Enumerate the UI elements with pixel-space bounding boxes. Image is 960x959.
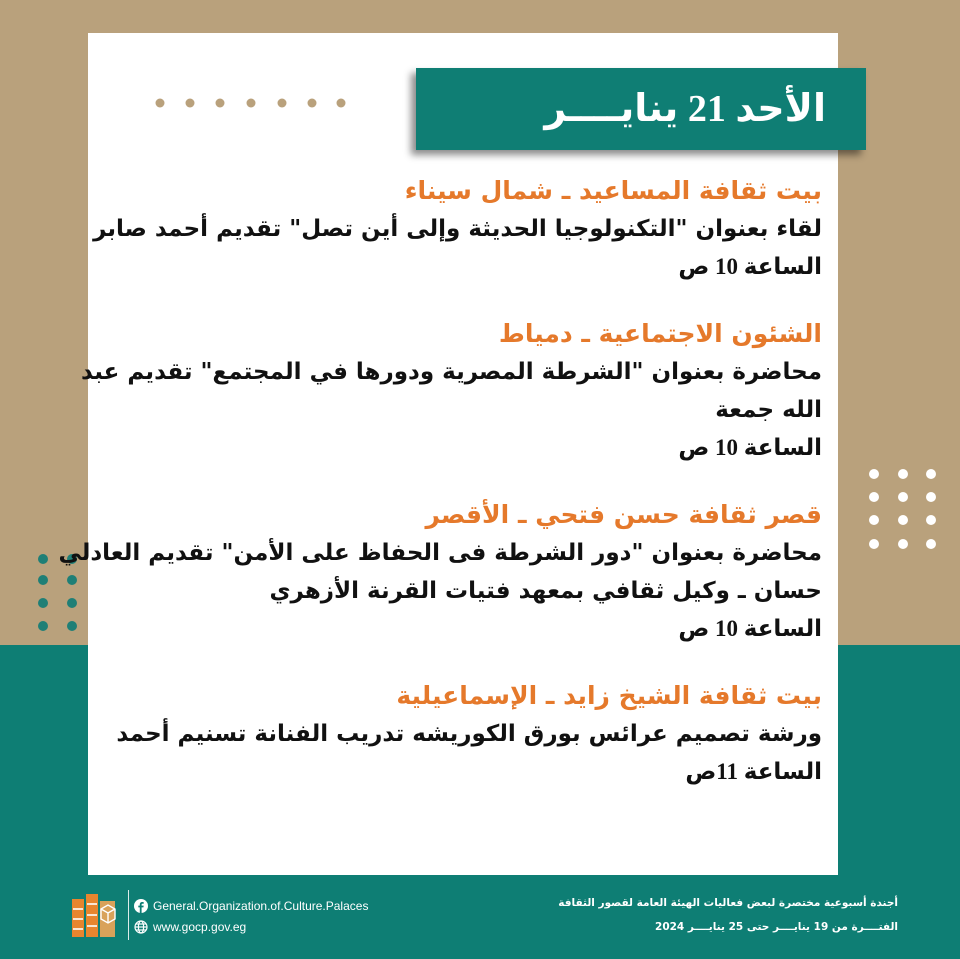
event-venue: الشئون الاجتماعية ـ دمياط bbox=[498, 319, 822, 348]
website-label: www.gocp.gov.eg bbox=[153, 920, 247, 934]
dot bbox=[926, 469, 936, 479]
dot bbox=[898, 515, 908, 525]
event-time: الساعة 10 ص bbox=[678, 616, 822, 641]
globe-icon bbox=[134, 920, 148, 934]
event-description: حسان ـ وكيل ثقافي بمعهد فتيات القرنة الأزهري bbox=[269, 578, 822, 604]
dot bbox=[869, 469, 879, 479]
dot bbox=[308, 99, 317, 108]
dot bbox=[337, 99, 346, 108]
agenda-caption bbox=[478, 891, 898, 939]
event-time: الساعة 11ص bbox=[685, 759, 822, 784]
dot bbox=[898, 469, 908, 479]
dot bbox=[156, 99, 165, 108]
facebook-page-label: General.Organization.of.Culture.Palaces bbox=[153, 899, 369, 913]
dot bbox=[38, 621, 48, 631]
facebook-icon bbox=[134, 899, 148, 913]
top-dot-row bbox=[150, 93, 352, 113]
dot bbox=[67, 575, 77, 585]
dot bbox=[898, 492, 908, 502]
dot bbox=[926, 515, 936, 525]
dot bbox=[67, 598, 77, 608]
dot bbox=[926, 539, 936, 549]
dot bbox=[869, 539, 879, 549]
event-description: محاضرة بعنوان "الشرطة المصرية ودورها في المجتمع" تقديم عبد bbox=[81, 359, 822, 385]
event-time: الساعة 10 ص bbox=[678, 435, 822, 460]
right-dot-grid bbox=[862, 464, 946, 556]
event-item bbox=[81, 315, 822, 467]
event-description: الله جمعة bbox=[715, 397, 822, 423]
dot bbox=[67, 621, 77, 631]
event-description: محاضرة بعنوان "دور الشرطة فى الحفاظ على الأمن" تقديم العادلي bbox=[58, 540, 822, 566]
gocp-logo bbox=[70, 889, 118, 939]
footer-divider bbox=[128, 890, 129, 940]
dot bbox=[186, 99, 195, 108]
dot bbox=[38, 554, 48, 564]
dot bbox=[926, 492, 936, 502]
event-item bbox=[100, 677, 822, 791]
dot bbox=[898, 539, 908, 549]
dot bbox=[38, 598, 48, 608]
date-banner bbox=[416, 68, 866, 150]
dot bbox=[216, 99, 225, 108]
dot bbox=[869, 515, 879, 525]
agenda-title: أجندة أسبوعية مختصرة لبعض فعاليات الهيئة العامة لقصور الثقافة bbox=[558, 897, 898, 909]
event-time: الساعة 10 ص bbox=[678, 254, 822, 279]
agenda-period: الفتــــرة من 19 ينايــــر حتى 25 ينايــــر 2024 bbox=[655, 921, 898, 933]
event-description: ورشة تصميم عرائس بورق الكوريشه تدريب الفنانة تسنيم أحمد bbox=[116, 721, 822, 747]
dot bbox=[38, 575, 48, 585]
event-venue: بيت ثقافة المساعيد ـ شمال سيناء bbox=[404, 176, 822, 205]
event-description: لقاء بعنوان "التكنولوجيا الحديثة وإلى أين تصل" تقديم أحمد صابر bbox=[93, 216, 822, 242]
dot bbox=[247, 99, 256, 108]
date-title: الأحد 21 ينايــــر bbox=[544, 88, 826, 130]
events-list bbox=[58, 172, 822, 820]
event-venue: قصر ثقافة حسن فتحي ـ الأقصر bbox=[425, 500, 822, 529]
event-item bbox=[93, 172, 822, 286]
dot bbox=[869, 492, 879, 502]
event-item bbox=[58, 496, 822, 648]
event-venue: بيت ثقافة الشيخ زايد ـ الإسماعيلية bbox=[396, 681, 822, 710]
dot bbox=[278, 99, 287, 108]
